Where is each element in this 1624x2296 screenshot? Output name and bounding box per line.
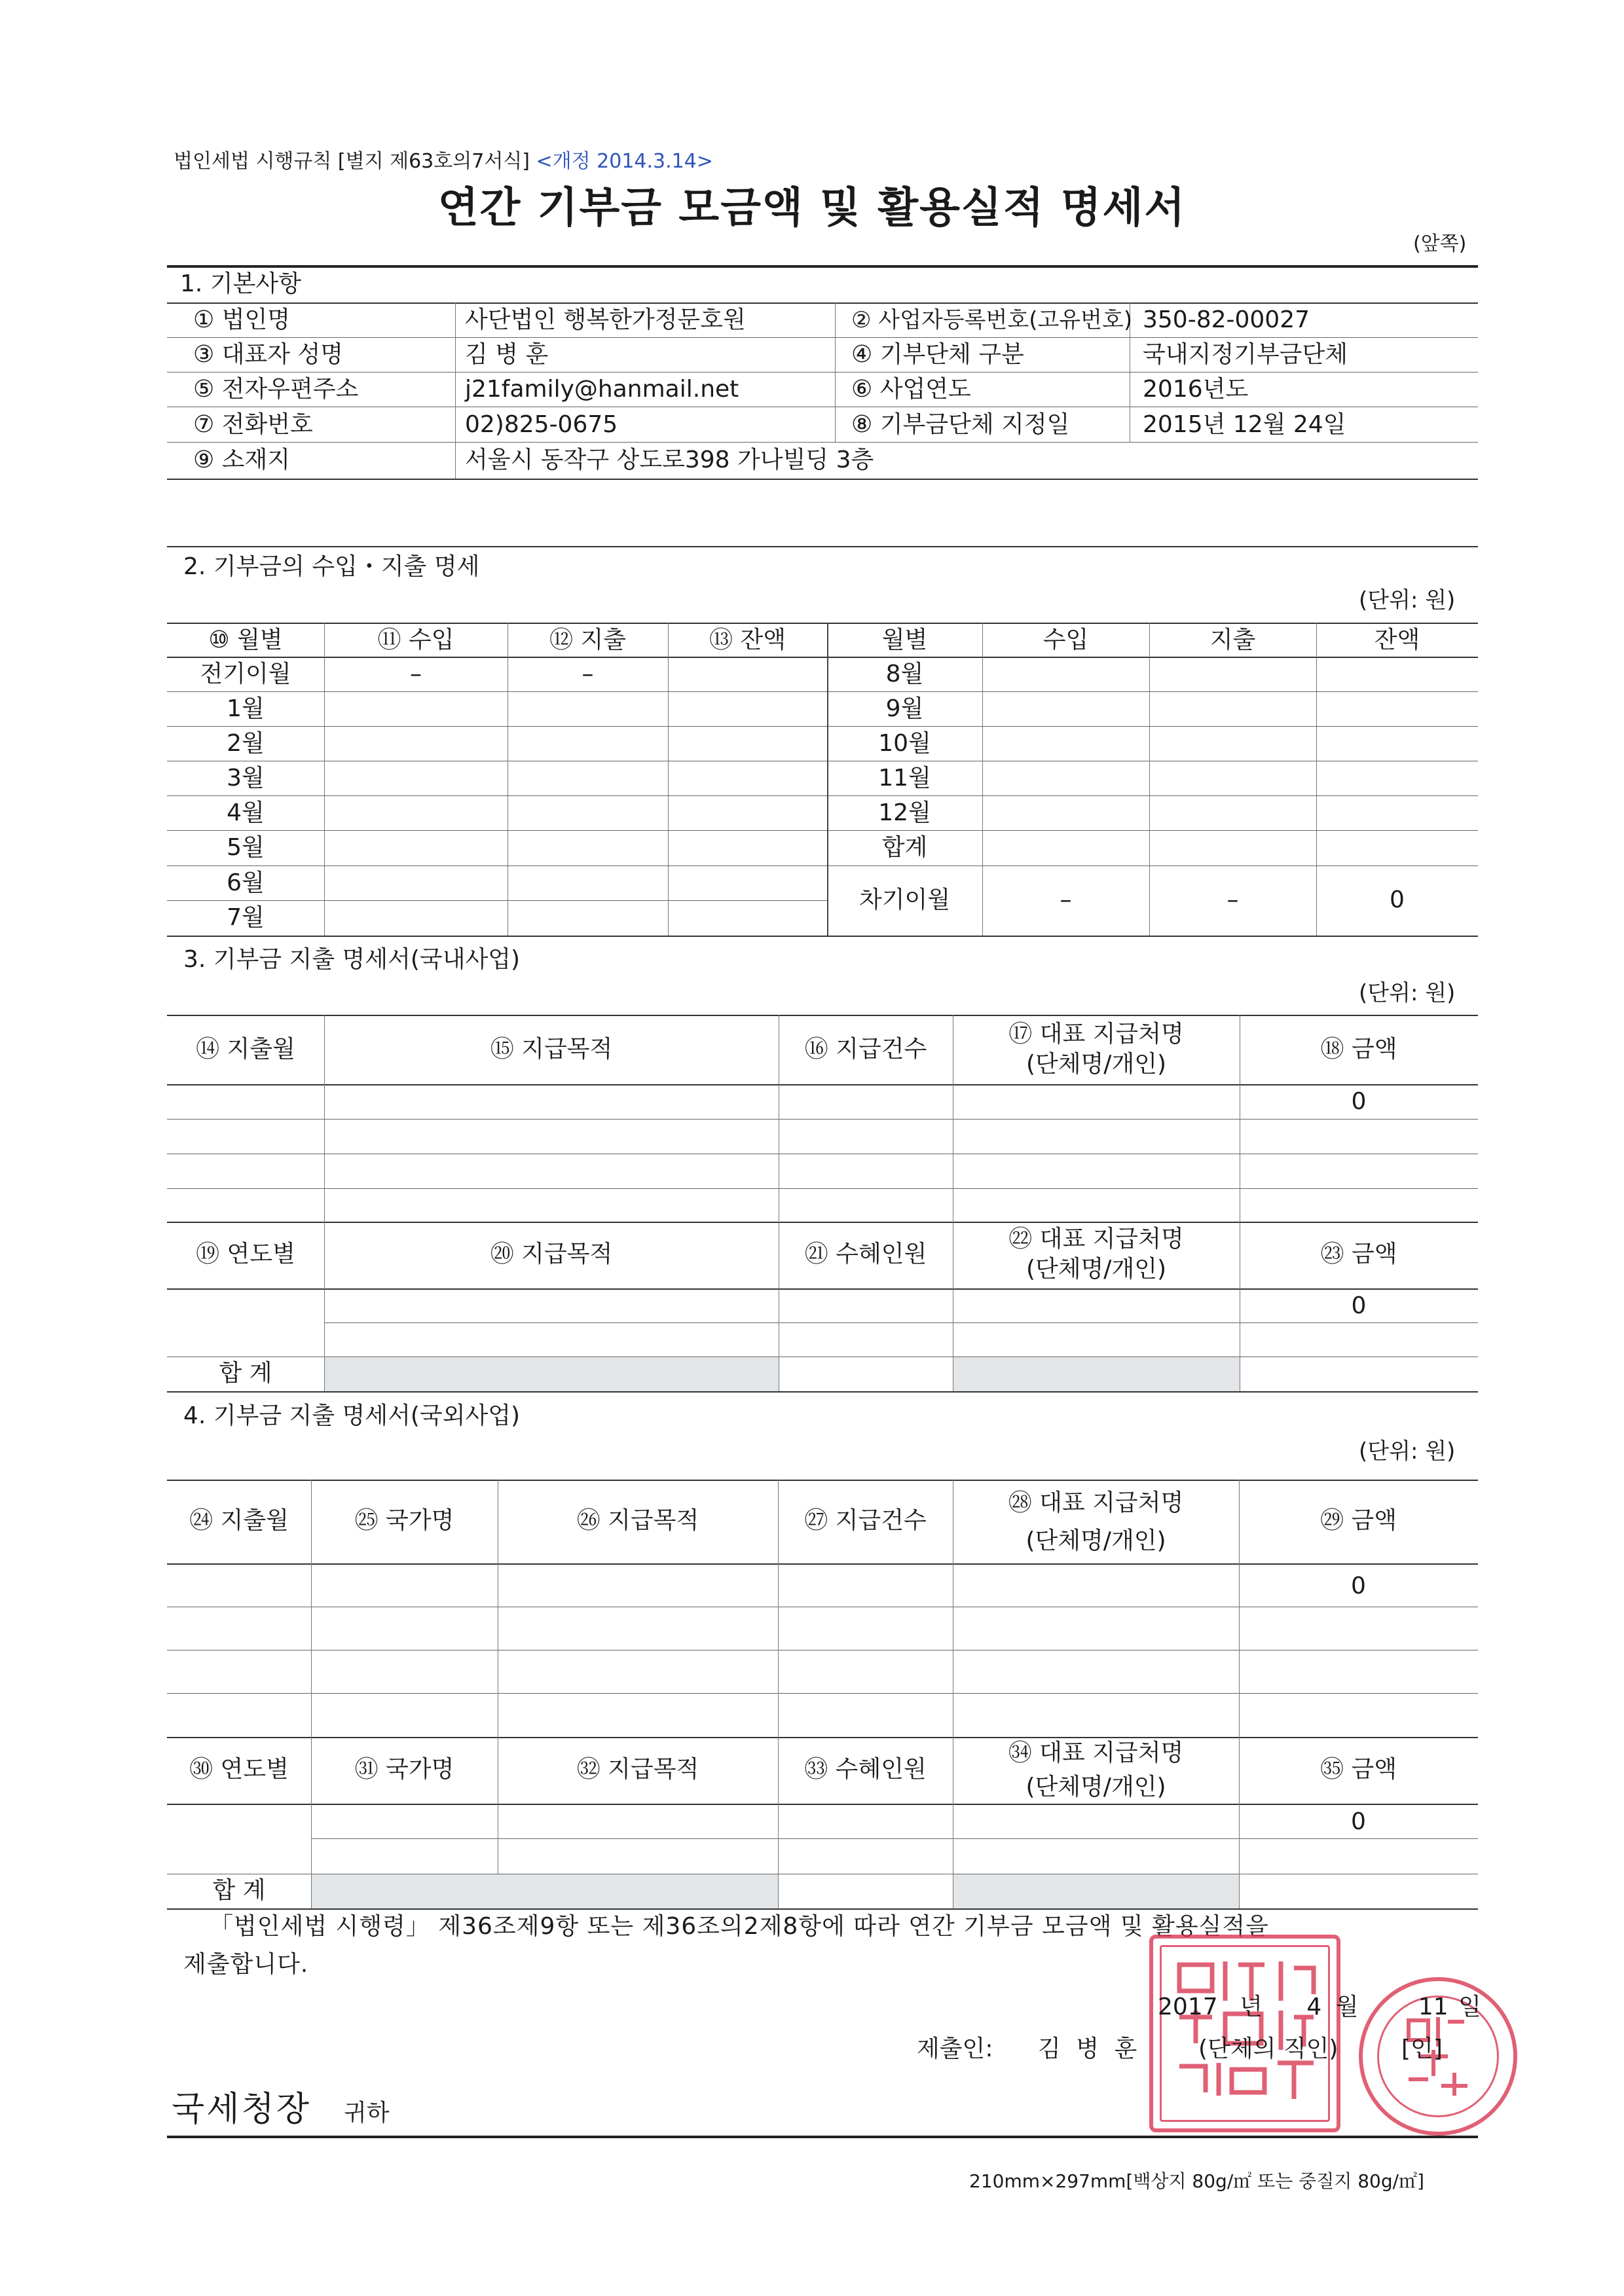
s4-header-recipient-b-sub: (단체명/개인) bbox=[1025, 1774, 1166, 1800]
s3-top bbox=[167, 1015, 1478, 1016]
s4-header-purpose: ㉖ 지급목적 bbox=[576, 1507, 699, 1534]
s4-total-shade bbox=[312, 1874, 778, 1908]
s2-month-label: 6월 bbox=[227, 869, 265, 896]
s4-row-line bbox=[167, 1693, 1478, 1694]
section1-top-border bbox=[167, 265, 1478, 268]
s2-row-line bbox=[167, 795, 1478, 796]
section2-unit: (단위: 원) bbox=[1359, 587, 1456, 613]
s2-header-month-r: 월별 bbox=[881, 627, 928, 653]
s4-row-line bbox=[311, 1838, 1478, 1839]
s4-header-recipient: ㉘ 대표 지급처명 bbox=[1008, 1489, 1184, 1516]
s1-label-phone: ⑦ 전화번호 bbox=[193, 411, 313, 438]
s2-header-balance: ⑬ 잔액 bbox=[709, 627, 786, 653]
s3-header-count: ⑯ 지급건수 bbox=[804, 1036, 927, 1063]
s3-header-amount: ⑱ 금액 bbox=[1320, 1036, 1397, 1063]
s2-header-balance-r: 잔액 bbox=[1374, 627, 1420, 653]
s1-line bbox=[167, 372, 1478, 373]
s2-header-top bbox=[167, 623, 1478, 624]
s1-label-designation-date: ⑧ 기부금단체 지정일 bbox=[851, 411, 1070, 438]
footer-rule bbox=[167, 2136, 1478, 2138]
s2-col-divider bbox=[668, 623, 669, 936]
s3-col-divider bbox=[324, 1015, 325, 1391]
s1-value-fiscal-year: 2016년도 bbox=[1143, 376, 1249, 403]
s2-row-line bbox=[167, 900, 827, 901]
section3-title: 3. 기부금 지출 명세서(국내사업) bbox=[183, 946, 521, 973]
s4-amount-a: 0 bbox=[1351, 1573, 1366, 1599]
s3-header-year: ⑲ 연도별 bbox=[196, 1241, 295, 1267]
recipient-suffix: 귀하 bbox=[344, 2100, 390, 2126]
s3-amount-a: 0 bbox=[1351, 1088, 1367, 1115]
month-unit: 월 bbox=[1335, 1994, 1359, 2020]
s1-value-org-type: 국내지정기부금단체 bbox=[1143, 341, 1348, 368]
section2-title: 2. 기부금의 수입・지출 명세 bbox=[183, 553, 480, 580]
s4-bottom bbox=[167, 1908, 1478, 1910]
s2-header-month: ⑩ 월별 bbox=[208, 627, 283, 653]
s1-label-corp-name: ① 법인명 bbox=[193, 306, 291, 333]
s2-carry-out-label: 차기이월 bbox=[858, 886, 951, 913]
s2-month-label: 1월 bbox=[227, 695, 265, 722]
s2-month-label-r: 9월 bbox=[885, 695, 924, 722]
s3-total-shade bbox=[953, 1357, 1240, 1391]
s3-total-shade bbox=[325, 1357, 779, 1391]
seal-note: (단체의 직인) bbox=[1198, 2035, 1338, 2062]
day-unit: 일 bbox=[1458, 1994, 1481, 2020]
s2-carry-out-balance: 0 bbox=[1390, 886, 1405, 913]
s1-label-reg-no: ② 사업자등록번호(고유번호) bbox=[851, 307, 1133, 333]
section4-unit: (단위: 원) bbox=[1359, 1438, 1456, 1465]
statement-line-1: 「법인세법 시행령」 제36조제9항 또는 제36조의2제8항에 따라 연간 기부금 모금액 및 활용실적을 bbox=[210, 1913, 1269, 1940]
s2-row-line bbox=[167, 726, 1478, 727]
s3-row-line bbox=[167, 1119, 1478, 1120]
s3-amount-b: 0 bbox=[1351, 1292, 1367, 1319]
recipient: 국세청장 bbox=[172, 2090, 311, 2129]
s4-col-divider bbox=[778, 1480, 779, 1908]
s4-header-country: ㉕ 국가명 bbox=[354, 1507, 454, 1534]
s1-bottom bbox=[167, 479, 1478, 480]
s3-header-recipient-b-sub: (단체명/개인) bbox=[1025, 1256, 1167, 1283]
s1-value-phone: 02)825-0675 bbox=[465, 411, 618, 438]
submitter-name: 김 병 훈 bbox=[1038, 2035, 1141, 2062]
s4-header-country-b: ㉛ 국가명 bbox=[354, 1756, 454, 1783]
s2-row-line bbox=[167, 830, 1478, 831]
s2-header-expense: ⑫ 지출 bbox=[549, 627, 626, 653]
s2-header-income-r: 수입 bbox=[1043, 627, 1089, 653]
square-seal-glyphs bbox=[1153, 1939, 1329, 2121]
s2-month-label-r: 8월 bbox=[885, 661, 924, 687]
s2-month-label-r: 10월 bbox=[878, 730, 931, 757]
s1-value-designation-date: 2015년 12월 24일 bbox=[1143, 411, 1346, 438]
s3-header-beneficiaries: ㉑ 수혜인원 bbox=[804, 1241, 927, 1267]
s4-header-year: ㉚ 연도별 bbox=[189, 1756, 289, 1783]
s2-month-label: 4월 bbox=[227, 799, 265, 826]
s3-header-bottom bbox=[167, 1084, 1478, 1085]
s4-total-shade bbox=[953, 1874, 1239, 1908]
s3-header-b-bottom bbox=[167, 1288, 1478, 1290]
s1-label-org-type: ④ 기부단체 구분 bbox=[851, 341, 1024, 368]
s3-total-label: 합 계 bbox=[219, 1360, 272, 1387]
s3-bottom bbox=[167, 1391, 1478, 1393]
s1-value-corp-name: 사단법인 행복한가정문호원 bbox=[465, 306, 746, 333]
s2-bottom bbox=[167, 936, 1478, 937]
statement-line-2: 제출합니다. bbox=[183, 1951, 309, 1978]
s1-label-fiscal-year: ⑥ 사업연도 bbox=[851, 376, 971, 403]
s1-col-divider bbox=[455, 302, 456, 479]
page-side-note: (앞쪽) bbox=[1413, 232, 1467, 255]
s2-total-label: 합계 bbox=[881, 834, 928, 861]
seal-mark: [인] bbox=[1401, 2035, 1443, 2062]
s2-month-label: 전기이월 bbox=[200, 661, 291, 687]
s4-header-b-bottom bbox=[167, 1804, 1478, 1805]
s4-header-beneficiaries: ㉝ 수혜인원 bbox=[804, 1756, 927, 1783]
s4-mid bbox=[167, 1737, 1478, 1738]
submit-day: 11 bbox=[1418, 1994, 1449, 2020]
s4-header-bottom bbox=[167, 1563, 1478, 1565]
form-id: 법인세법 시행규칙 [별지 제63호의7서식] <개정 2014.3.14> bbox=[174, 150, 713, 173]
s2-row-line bbox=[167, 691, 1478, 692]
s3-header-recipient: ⑰ 대표 지급처명 bbox=[1008, 1021, 1184, 1048]
s2-header-expense-r: 지출 bbox=[1209, 627, 1256, 653]
s1-value-rep: 김 병 훈 bbox=[465, 341, 549, 368]
s3-header-recipient-sub: (단체명/개인) bbox=[1025, 1051, 1167, 1078]
revision-note: <개정 2014.3.14> bbox=[536, 150, 713, 173]
s1-line bbox=[167, 442, 1478, 443]
s2-month-label-r: 11월 bbox=[878, 765, 931, 792]
s3-header-purpose-b: ⑳ 지급목적 bbox=[490, 1241, 613, 1267]
section1-title: 1. 기본사항 bbox=[180, 270, 301, 297]
s1-label-email: ⑤ 전자우편주소 bbox=[193, 376, 359, 403]
square-seal-stamp bbox=[1149, 1935, 1340, 2132]
s4-header-recipient-b: ㉞ 대표 지급처명 bbox=[1008, 1740, 1184, 1766]
year-unit: 년 bbox=[1240, 1994, 1263, 2020]
s1-label-rep: ③ 대표자 성명 bbox=[193, 341, 344, 368]
s4-total-label: 합 계 bbox=[212, 1877, 266, 1904]
s4-top bbox=[167, 1480, 1478, 1481]
section3-unit: (단위: 원) bbox=[1359, 980, 1456, 1006]
s4-amount-b: 0 bbox=[1351, 1808, 1366, 1835]
s2-month-label: 3월 bbox=[227, 765, 265, 792]
submit-date bbox=[1158, 1995, 1481, 2019]
s3-mid bbox=[167, 1222, 1478, 1223]
s2-carry-in-income: – bbox=[410, 661, 422, 687]
s2-month-label: 5월 bbox=[227, 834, 265, 861]
s1-value-email: j21family@hanmail.net bbox=[465, 376, 739, 403]
s3-row-line bbox=[324, 1322, 1478, 1323]
s4-header-recipient-sub: (단체명/개인) bbox=[1025, 1527, 1166, 1554]
section4-title: 4. 기부금 지출 명세서(국외사업) bbox=[183, 1402, 521, 1429]
s2-month-label-r: 12월 bbox=[878, 799, 931, 826]
s2-month-label: 2월 bbox=[227, 730, 265, 757]
submit-year: 2017 bbox=[1158, 1994, 1218, 2020]
s4-col-divider bbox=[1239, 1480, 1240, 1908]
s4-col-divider bbox=[311, 1480, 312, 1908]
s2-month-label: 7월 bbox=[227, 904, 265, 931]
s4-header-amount: ㉙ 금액 bbox=[1320, 1507, 1397, 1534]
s3-header-purpose: ⑮ 지급목적 bbox=[490, 1036, 613, 1063]
s4-header-count: ㉗ 지급건수 bbox=[804, 1507, 927, 1534]
s2-carry-in-expense: – bbox=[581, 661, 594, 687]
s3-header-amount-b: ㉓ 금액 bbox=[1320, 1241, 1397, 1267]
s4-header-purpose-b: ㉜ 지급목적 bbox=[576, 1756, 699, 1783]
s1-line bbox=[167, 302, 1478, 304]
s1-value-address: 서울시 동작구 상도로398 가나빌딩 3층 bbox=[465, 446, 874, 473]
s1-label-address: ⑨ 소재지 bbox=[193, 446, 291, 473]
s2-carry-out-expense: – bbox=[1227, 886, 1239, 913]
s1-col-divider bbox=[835, 302, 836, 442]
submitter-label: 제출인: bbox=[917, 2035, 993, 2062]
s3-row-line bbox=[167, 1188, 1478, 1189]
s2-carry-out-income: – bbox=[1060, 886, 1072, 913]
s3-header-recipient-b: ㉒ 대표 지급처명 bbox=[1008, 1226, 1184, 1252]
page-title: 연간 기부금 모금액 및 활용실적 명세서 bbox=[437, 184, 1187, 232]
s3-header-month: ⑭ 지출월 bbox=[196, 1036, 295, 1063]
paper-spec: 210mm×297mm[백상지 80g/㎡ 또는 중질지 80g/㎡] bbox=[969, 2170, 1424, 2192]
section2-top-border bbox=[167, 546, 1478, 547]
s1-line bbox=[167, 337, 1478, 338]
s4-header-month: ㉔ 지출월 bbox=[189, 1507, 289, 1534]
s1-value-reg-no: 350-82-00027 bbox=[1143, 306, 1310, 333]
s4-header-amount-b: ㉟ 금액 bbox=[1320, 1756, 1397, 1783]
submit-month: 4 bbox=[1306, 1994, 1322, 2020]
s2-header-income: ⑪ 수입 bbox=[377, 627, 454, 653]
s2-header-bottom bbox=[167, 657, 1478, 658]
